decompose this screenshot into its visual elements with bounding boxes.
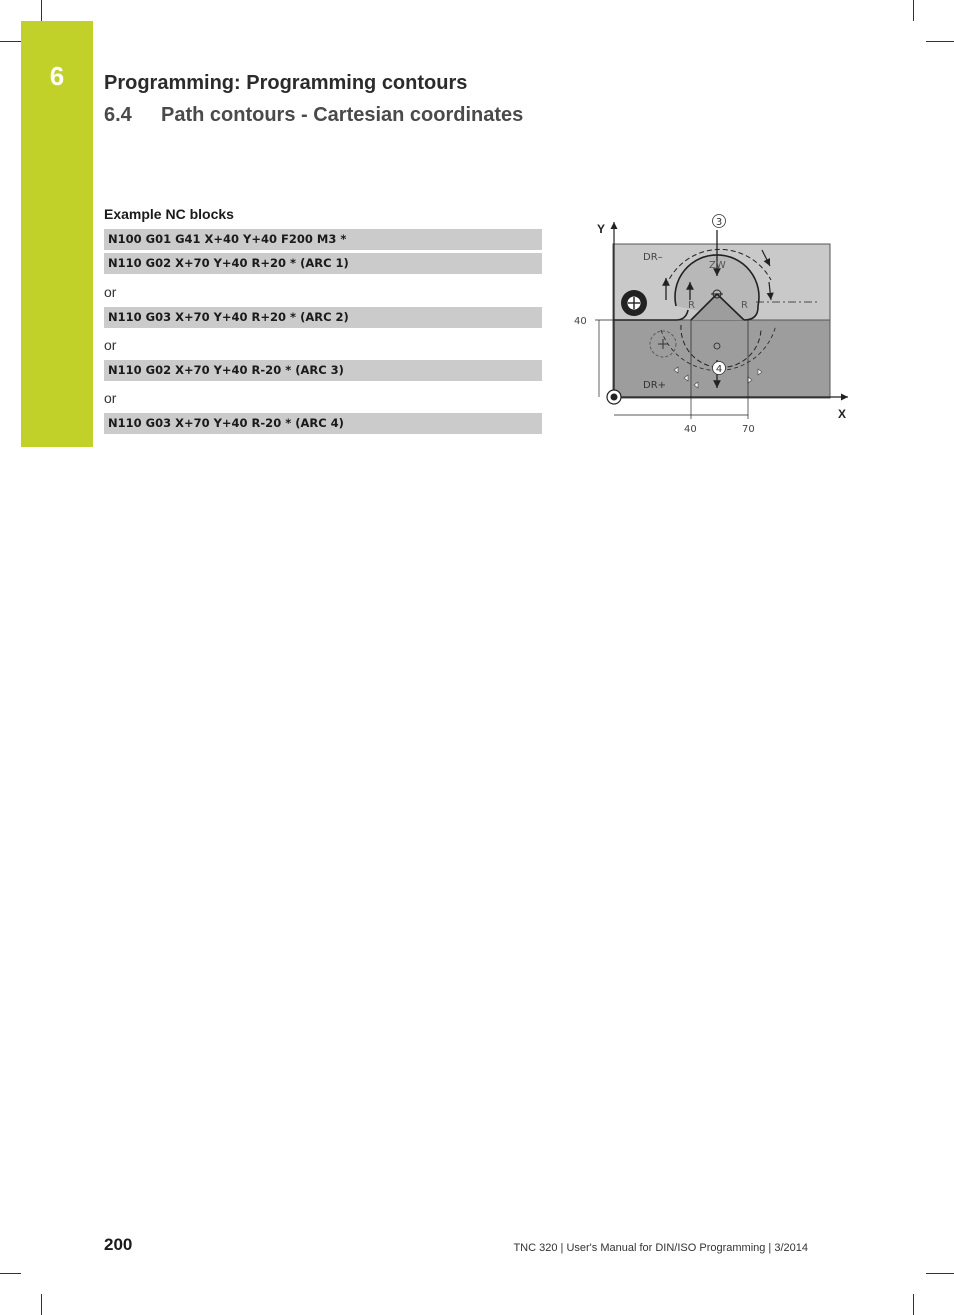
- crop-mark: [0, 1273, 21, 1274]
- section-heading: [104, 104, 523, 127]
- section-title: Path contours - Cartesian coordinates: [161, 104, 524, 126]
- nc-block: N110 G03 X+70 Y+40 R-20 * (ARC 4): [104, 413, 542, 434]
- zw-label: ZW: [709, 260, 726, 271]
- dim-x70-label: 70: [742, 424, 755, 435]
- section-number: 6.4: [104, 104, 132, 126]
- chapter-number: 6: [49, 61, 65, 91]
- or-separator: or: [104, 390, 117, 406]
- contour-diagram: [566, 210, 856, 438]
- page-number: 200: [104, 1235, 133, 1254]
- arc3-label: 3: [715, 217, 723, 228]
- crop-mark: [926, 41, 954, 42]
- crop-mark: [41, 1294, 42, 1315]
- crop-mark: [41, 0, 42, 21]
- crop-mark: [926, 1273, 954, 1274]
- or-separator: or: [104, 284, 117, 300]
- nc-block: N110 G02 X+70 Y+40 R+20 * (ARC 1): [104, 253, 542, 274]
- dr-minus-label: DR–: [643, 252, 663, 263]
- chapter-title: Programming: Programming contours: [104, 72, 468, 94]
- arc4-label: 4: [715, 364, 723, 375]
- example-heading: Example NC blocks: [104, 206, 234, 222]
- dr-plus-label: DR+: [643, 380, 667, 391]
- crop-mark: [913, 1294, 914, 1315]
- dim-x40-label: 40: [684, 424, 697, 435]
- x-axis-label: X: [838, 407, 847, 421]
- y-axis-label: Y: [597, 222, 606, 236]
- r-right-label: R: [741, 300, 748, 311]
- chapter-tab: [21, 21, 93, 447]
- footer-text: TNC 320 | User's Manual for DIN/ISO Programming | 3/2014: [513, 1242, 808, 1254]
- nc-block: N110 G03 X+70 Y+40 R+20 * (ARC 2): [104, 307, 542, 328]
- r-left-label: R: [688, 300, 695, 311]
- nc-block: N100 G01 G41 X+40 Y+40 F200 M3 *: [104, 229, 542, 250]
- crop-mark: [913, 0, 914, 21]
- or-separator: or: [104, 337, 117, 353]
- nc-block: N110 G02 X+70 Y+40 R-20 * (ARC 3): [104, 360, 542, 381]
- dim-y40-label: 40: [574, 316, 587, 327]
- crop-mark: [0, 41, 21, 42]
